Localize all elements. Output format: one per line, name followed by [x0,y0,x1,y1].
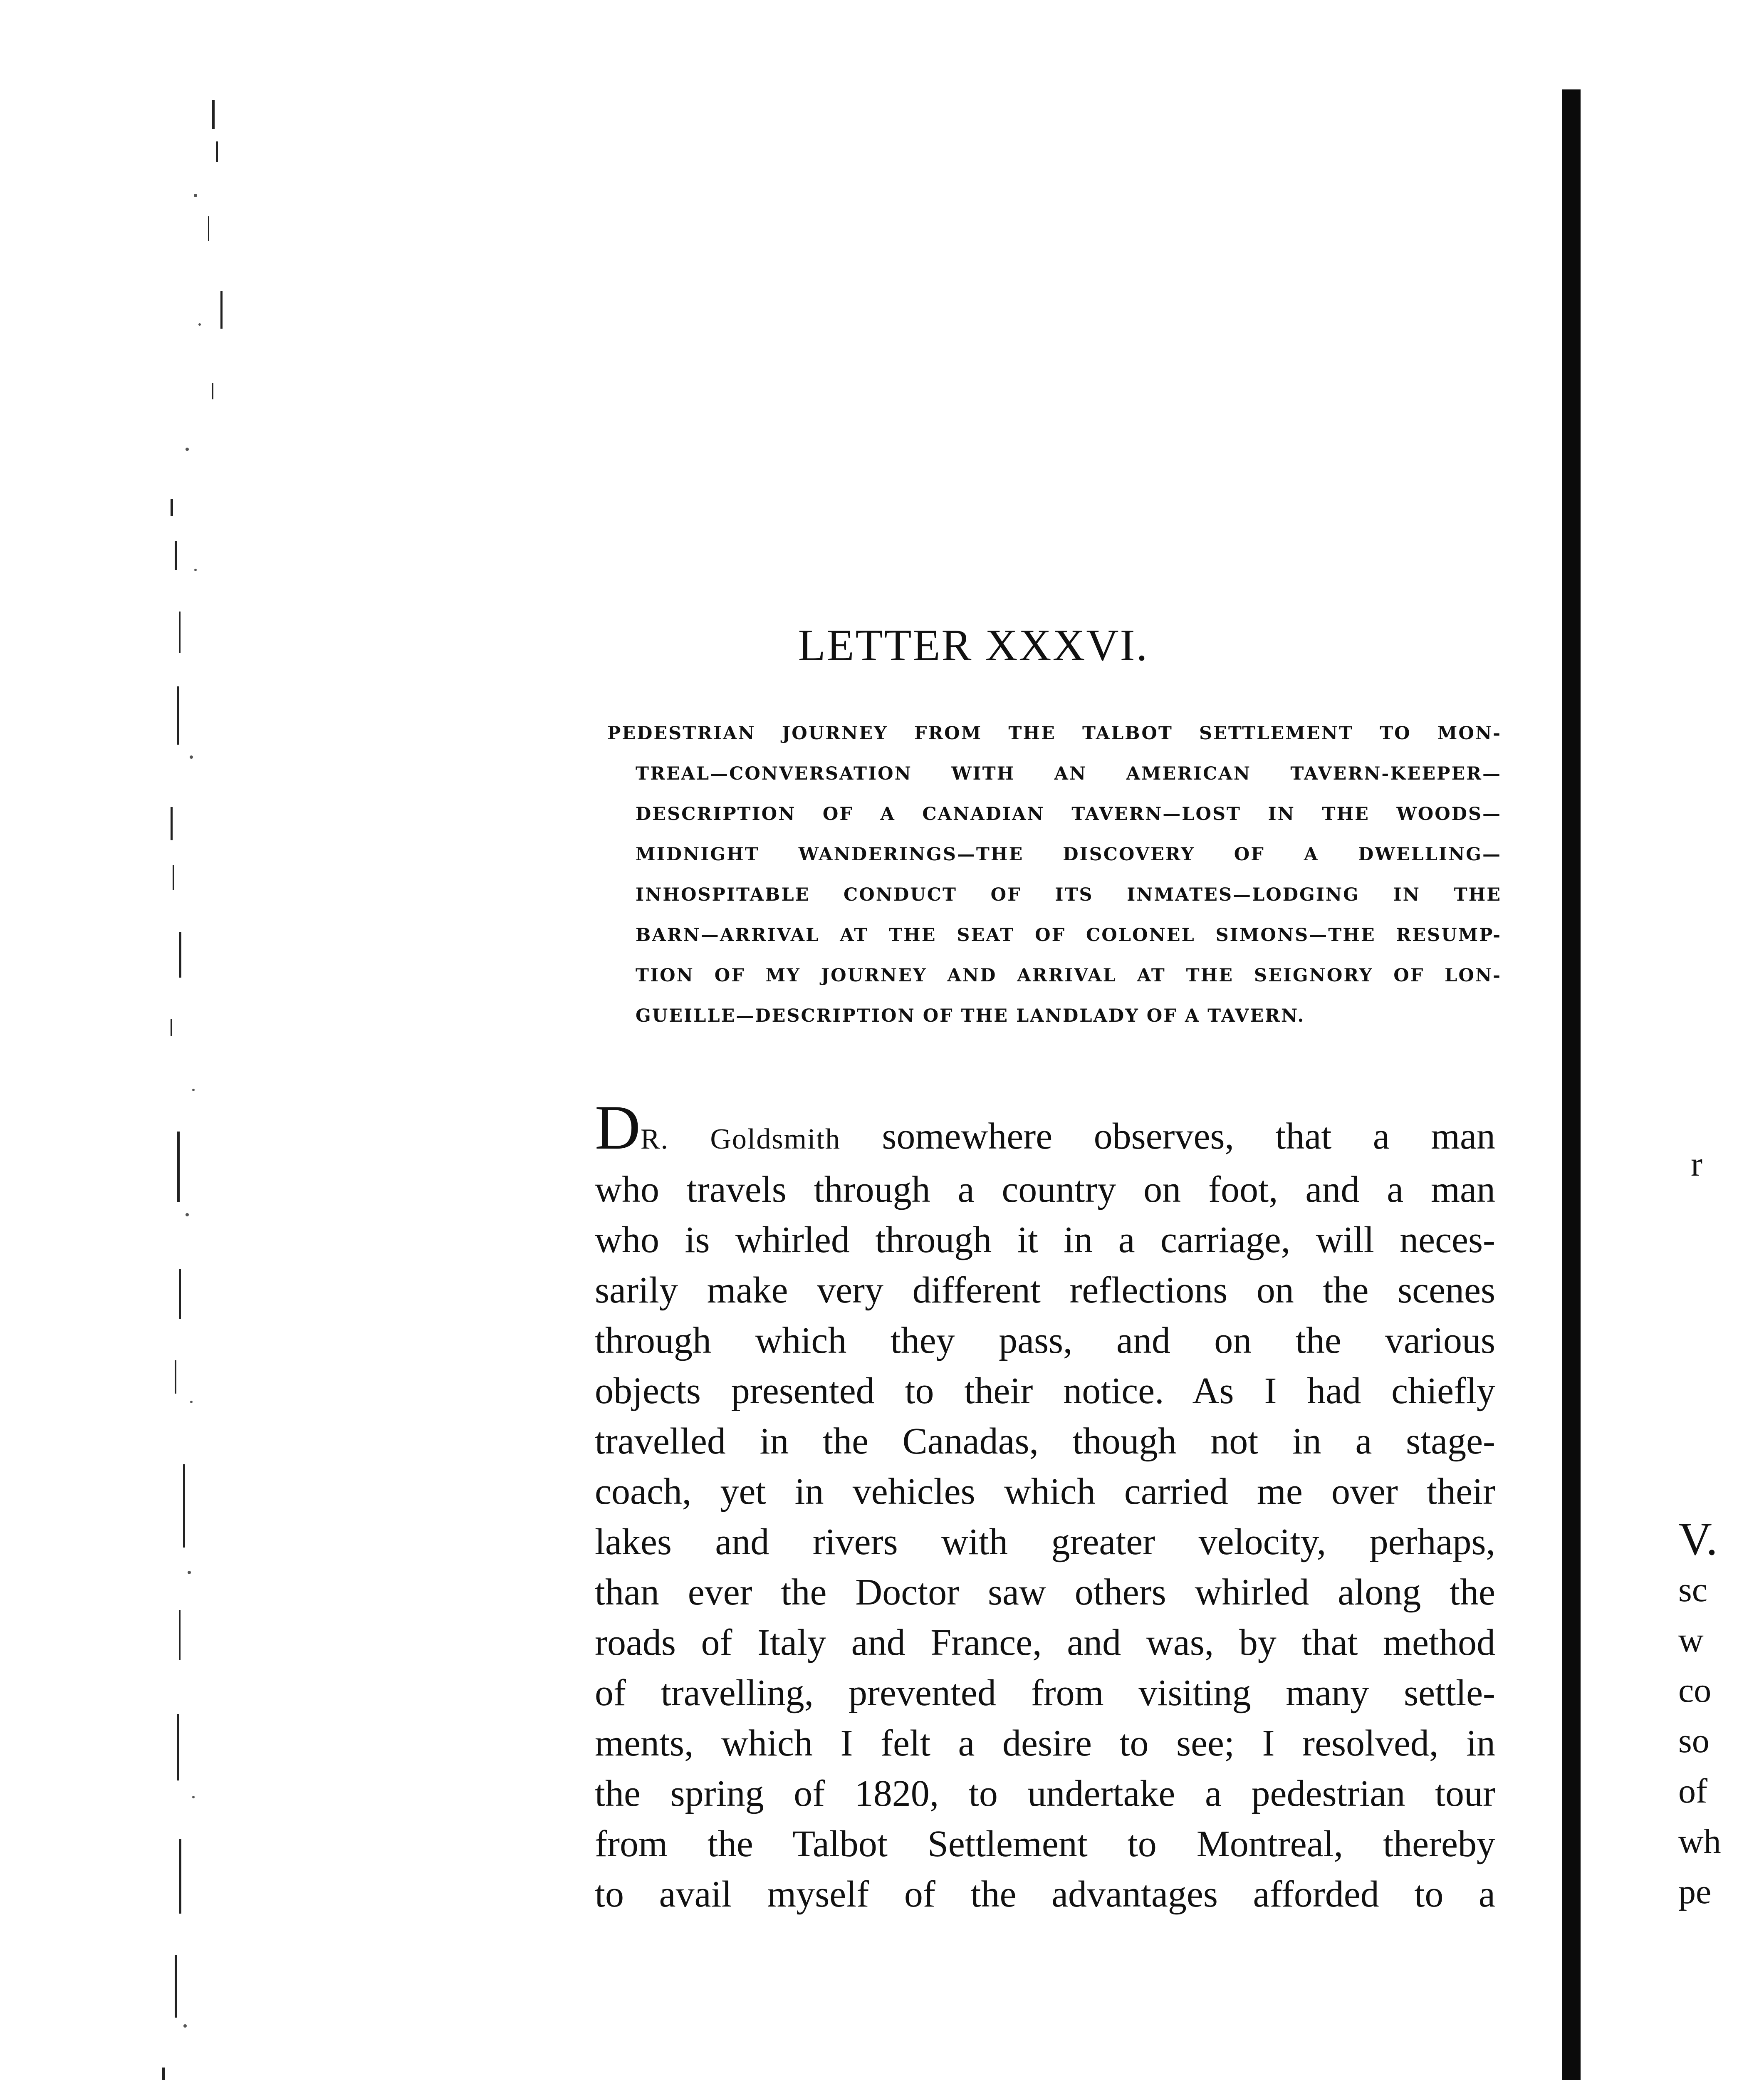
summary-line: MIDNIGHT WANDERINGS—THE DISCOVERY OF A DWELLING— [636,844,1502,865]
body-line: roads of Italy and France, and was, by that method [595,1622,1495,1663]
facing-page-fragment: w [1678,1621,1704,1659]
body-line: from the Talbot Settlement to Montreal, thereby [595,1823,1495,1865]
body-line: through which they pass, and on the various [595,1320,1495,1361]
body-line: who is whirled through it in a carriage, will neces- [595,1219,1495,1260]
body-line-text: somewhere observes, that a man [882,1116,1496,1157]
drop-cap: D [595,1092,641,1162]
facing-page-fragment: V. [1678,1513,1718,1565]
body-line: travelled in the Canadas, though not in a stage- [595,1421,1495,1462]
body-line: sarily make very different reflections on the scenes [595,1270,1495,1311]
summary-line: INHOSPITABLE CONDUCT OF ITS INMATES—LODGING IN THE [636,884,1502,905]
body-first-line [595,1092,1496,1164]
small-caps-name: Goldsmith [710,1123,841,1155]
body-line: objects presented to their notice. As I had chiefly [595,1370,1495,1411]
body-line: coach, yet in vehicles which carried me over their [595,1471,1495,1512]
summary-line: BARN—ARRIVAL AT THE SEAT OF COLONEL SIMONS—THE RESUMP- [636,925,1502,946]
body-line: to avail myself of the advantages afforded to a [595,1874,1495,1915]
body-line: than ever the Doctor saw others whirled along the [595,1572,1495,1613]
facing-page-fragment: of [1678,1772,1707,1810]
facing-page-fragment: pe [1678,1872,1712,1911]
letter-title: LETTER XXXVI. [798,621,1149,670]
facing-page-mark: r [1691,1145,1702,1184]
body-line: of travelling, prevented from visiting many settle- [595,1672,1495,1714]
facing-page-fragment: co [1678,1671,1712,1710]
scan-noise-left [154,92,245,2080]
body-line: who travels through a country on foot, and a man [595,1169,1495,1210]
facing-page-fragments [1678,1514,1737,1917]
body-line: the spring of 1820, to undertake a pedestrian tour [595,1773,1495,1814]
facing-page-fragment: sc [1678,1570,1707,1609]
summary-line: DESCRIPTION OF A CANADIAN TAVERN—LOST IN THE WOODS— [636,804,1502,825]
small-caps-text: R. [640,1123,669,1155]
summary-line: PEDESTRIAN JOURNEY FROM THE TALBOT SETTLEMENT TO MON- [607,723,1502,744]
facing-page-fragment: wh [1678,1822,1721,1861]
summary-line: TION OF MY JOURNEY AND ARRIVAL AT THE SEIGNORY OF LON- [636,965,1502,986]
binding-gutter-bar [1562,89,1581,2080]
body-paragraph [595,1092,1496,1919]
body-line: lakes and rivers with greater velocity, perhaps, [595,1521,1495,1562]
body-line: ments, which I felt a desire to see; I resolved, in [595,1723,1495,1764]
facing-page-fragment: so [1678,1721,1710,1760]
chapter-summary [607,713,1502,1036]
summary-line: TREAL—CONVERSATION WITH AN AMERICAN TAVERN-KEEPER— [636,763,1502,784]
summary-line: GUEILLE—DESCRIPTION OF THE LANDLADY OF A TAVERN. [636,1005,1305,1026]
